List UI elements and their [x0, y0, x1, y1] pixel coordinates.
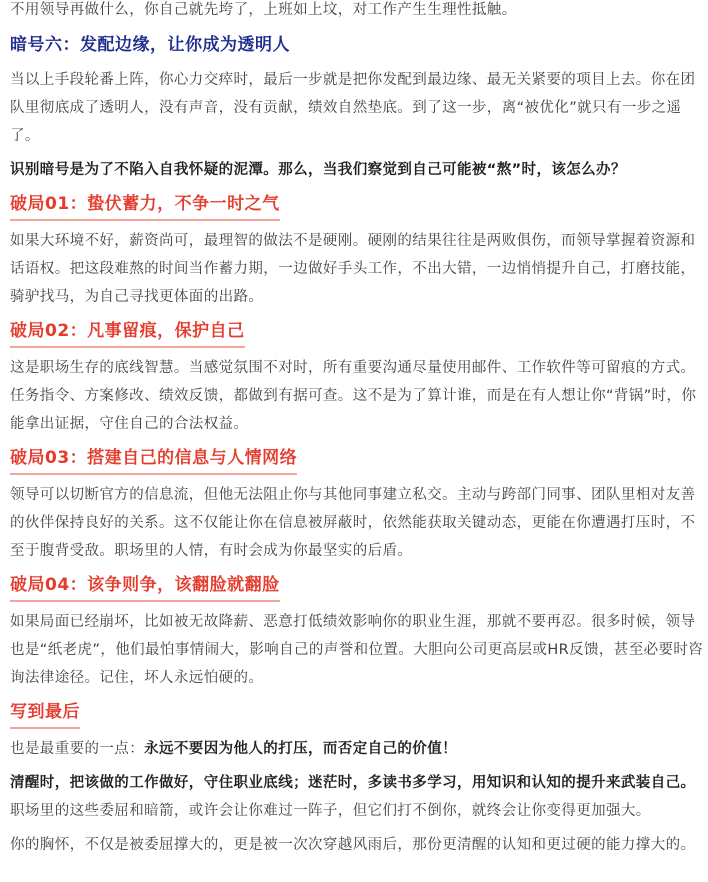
section-six-heading: 暗号六：发配边缘，让你成为透明人: [10, 35, 290, 55]
tip-03-body: 领导可以切断官方的信息流，但他无法阻止你与其他同事建立私交。主动与跨部门同事、团队里相对友善的伙伴保持良好的关系。这不仅能让你在信息被屏蔽时，依然能获取关键动态，更能在你遭遇打压时，不至于腹背受敌。职场里的人情，有时会成为你最坚实的后盾。: [10, 487, 696, 559]
conclusion-p2-bold: 清醒时，把该做的工作做好，守住职业底线；迷茫时，多读书多学习，用知识和认知的提升来武装自己。: [10, 775, 696, 791]
top-line: 不用领导再做什么，你自己就先垮了，上班如上坟，对工作产生生理性抵触。: [10, 2, 517, 18]
tip-02-body: 这是职场生存的底线智慧。当感觉氛围不对时，所有重要沟通尽量使用邮件、工作软件等可留痕的方式。任务指令、方案修改、绩效反馈，都做到有据可查。这不是为了算计谁，而是在有人想让你“背锅”时，你能拿出证据，守住自己的合法权益。: [10, 360, 697, 432]
tip-01-heading: 破局01：蛰伏蓄力，不争一时之气: [10, 190, 280, 221]
tip-03-heading: 破局03：搭建自己的信息与人情网络: [10, 444, 297, 475]
conclusion-heading: 写到最后: [10, 698, 80, 729]
conclusion-p2-plain: 职场里的这些委屈和暗箭，或许会让你难过一阵子，但它们打不倒你，就终会让你变得更加强大。: [10, 803, 651, 819]
conclusion-lead-plain: 也是最重要的一点：: [10, 741, 145, 757]
tip-02-heading: 破局02：凡事留痕，保护自己: [10, 317, 245, 348]
conclusion-lead: [10, 735, 704, 763]
conclusion-paragraph-three: 你的胸怀，不仅是被委屈撑大的，更是被一次次穿越风雨后，那份更清醒的认知和更过硬的能力撑大的。: [10, 837, 696, 853]
tip-04-body: 如果局面已经崩坏，比如被无故降薪、恶意打低绩效影响你的职业生涯，那就不要再忍。很多时候，领导也是“纸老虎”，他们最怕事情闹大，影响自己的声誉和位置。大胆向公司更高层或HR反馈，甚至必要时咨询法律途径。记住，坏人永远怕硬的。: [10, 614, 704, 686]
bridge-question: 识别暗号是为了不陷入自我怀疑的泥潭。那么，当我们察觉到自己可能被“熬”时，该怎么办？: [10, 162, 626, 178]
conclusion-paragraph-two: [10, 769, 704, 825]
tip-01-body: 如果大环境不好，薪资尚可，最理智的做法不是硬刚。硬刚的结果往往是两败俱伤，而领导掌握着资源和话语权。把这段难熬的时间当作蓄力期，一边做好手头工作，不出大错，一边悄悄提升自己，打磨技能，骑驴找马，为自己寻找更体面的出路。: [10, 233, 696, 305]
section-six-body: 当以上手段轮番上阵，你心力交瘁时，最后一步就是把你发配到最边缘、最无关紧要的项目上去。你在团队里彻底成了透明人，没有声音，没有贡献，绩效自然垫底。到了这一步，离“被优化”就只有一步之遥了。: [10, 72, 696, 144]
conclusion-lead-bold: 永远不要因为他人的打压，而否定自己的价值！: [144, 741, 458, 757]
tip-04-heading: 破局04：该争则争，该翻脸就翻脸: [10, 571, 280, 602]
